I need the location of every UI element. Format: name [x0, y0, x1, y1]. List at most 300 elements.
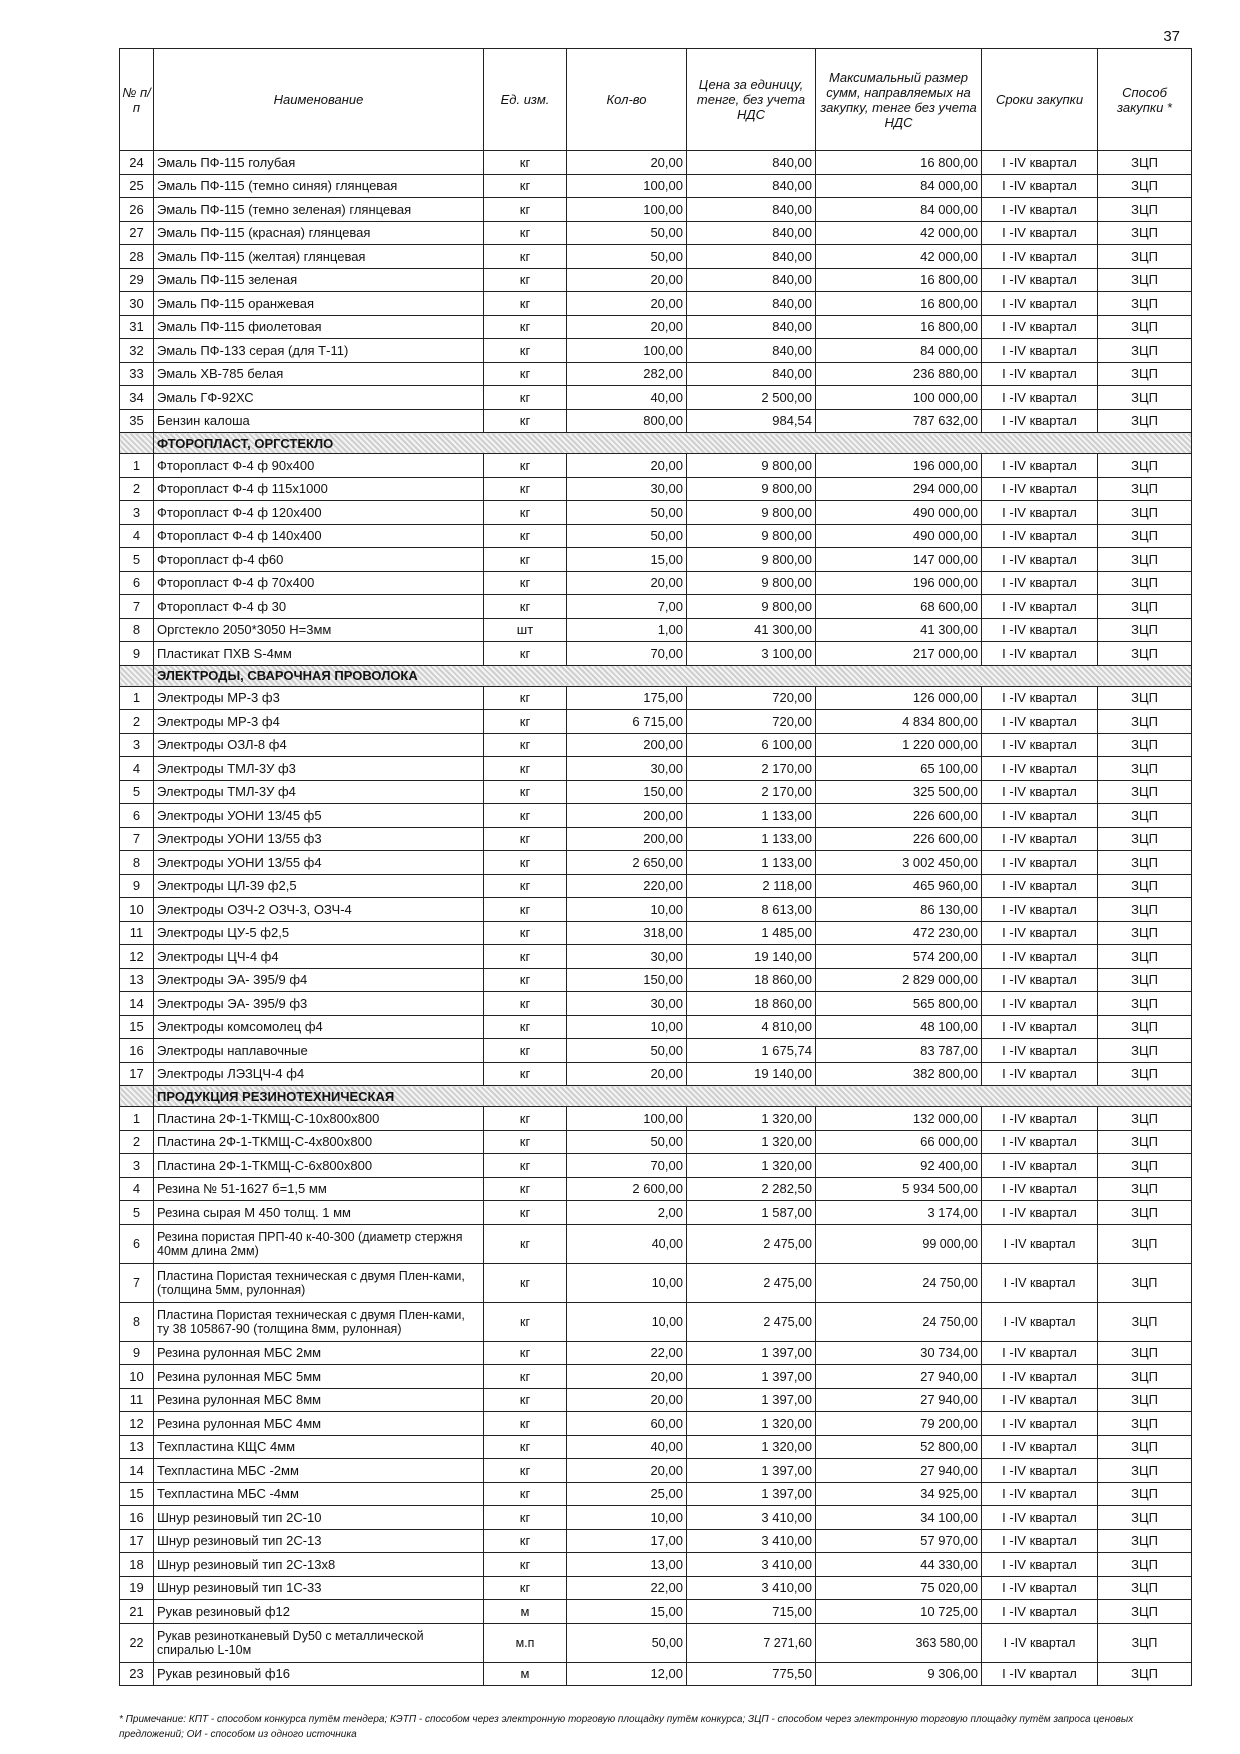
row-sum: 44 330,00 [816, 1553, 982, 1577]
row-method: ЗЦП [1098, 757, 1192, 781]
row-name: Пластина 2Ф-1-ТКМЩ-С-4х800х800 [154, 1130, 484, 1154]
row-price: 720,00 [687, 686, 816, 710]
row-unit: м.п [484, 1623, 567, 1662]
row-unit: кг [484, 945, 567, 969]
row-price: 1 133,00 [687, 804, 816, 828]
row-sum: 41 300,00 [816, 618, 982, 642]
row-num: 24 [120, 151, 154, 175]
row-term: I -IV квартал [982, 501, 1098, 525]
row-term: I -IV квартал [982, 1107, 1098, 1131]
row-term: I -IV квартал [982, 1130, 1098, 1154]
row-method: ЗЦП [1098, 1553, 1192, 1577]
row-unit: м [484, 1600, 567, 1624]
row-num: 8 [120, 1302, 154, 1341]
table-row [120, 268, 1192, 292]
table-row [120, 1459, 1192, 1483]
table-row [120, 1015, 1192, 1039]
row-name: Шнур резиновый тип 2С-13 [154, 1529, 484, 1553]
row-unit: кг [484, 174, 567, 198]
table-row [120, 1662, 1192, 1686]
table-row [120, 1388, 1192, 1412]
row-method: ЗЦП [1098, 968, 1192, 992]
row-unit: кг [484, 1482, 567, 1506]
row-term: I -IV квартал [982, 151, 1098, 175]
row-term: I -IV квартал [982, 1412, 1098, 1436]
row-qty: 22,00 [567, 1341, 687, 1365]
row-unit: кг [484, 804, 567, 828]
row-qty: 200,00 [567, 827, 687, 851]
row-price: 1 320,00 [687, 1435, 816, 1459]
row-unit: кг [484, 1506, 567, 1530]
row-term: I -IV квартал [982, 1482, 1098, 1506]
row-method: ЗЦП [1098, 945, 1192, 969]
row-qty: 17,00 [567, 1529, 687, 1553]
row-method: ЗЦП [1098, 221, 1192, 245]
row-sum: 99 000,00 [816, 1224, 982, 1263]
row-unit: кг [484, 268, 567, 292]
row-term: I -IV квартал [982, 1177, 1098, 1201]
row-num: 5 [120, 780, 154, 804]
row-term: I -IV квартал [982, 827, 1098, 851]
table-row [120, 1506, 1192, 1530]
row-price: 2 170,00 [687, 780, 816, 804]
table-row [120, 804, 1192, 828]
row-unit: кг [484, 1302, 567, 1341]
row-name: Эмаль ПФ-115 голубая [154, 151, 484, 175]
row-price: 840,00 [687, 221, 816, 245]
row-unit: кг [484, 851, 567, 875]
row-unit: кг [484, 827, 567, 851]
row-num: 1 [120, 454, 154, 478]
row-sum: 3 174,00 [816, 1201, 982, 1225]
row-price: 1 397,00 [687, 1459, 816, 1483]
table-row [120, 339, 1192, 363]
row-price: 9 800,00 [687, 501, 816, 525]
row-name: Электроды ЦЛ-39 ф2,5 [154, 874, 484, 898]
row-term: I -IV квартал [982, 1154, 1098, 1178]
row-unit: кг [484, 1576, 567, 1600]
row-num: 8 [120, 618, 154, 642]
row-qty: 20,00 [567, 1062, 687, 1086]
table-row [120, 1177, 1192, 1201]
row-method: ЗЦП [1098, 1506, 1192, 1530]
header-unit: Ед. изм. [484, 49, 567, 151]
row-sum: 75 020,00 [816, 1576, 982, 1600]
row-num: 15 [120, 1482, 154, 1506]
row-num: 31 [120, 315, 154, 339]
row-price: 840,00 [687, 198, 816, 222]
row-price: 840,00 [687, 315, 816, 339]
header-qty: Кол-во [567, 49, 687, 151]
table-row [120, 1576, 1192, 1600]
row-unit: кг [484, 1015, 567, 1039]
row-qty: 40,00 [567, 386, 687, 410]
header-method: Способ закупки * [1098, 49, 1192, 151]
row-price: 18 860,00 [687, 992, 816, 1016]
table-row [120, 968, 1192, 992]
row-price: 1 587,00 [687, 1201, 816, 1225]
row-qty: 2,00 [567, 1201, 687, 1225]
row-method: ЗЦП [1098, 524, 1192, 548]
row-term: I -IV квартал [982, 174, 1098, 198]
row-num: 9 [120, 1341, 154, 1365]
row-method: ЗЦП [1098, 339, 1192, 363]
row-num: 2 [120, 477, 154, 501]
row-sum: 27 940,00 [816, 1388, 982, 1412]
row-term: I -IV квартал [982, 524, 1098, 548]
row-unit: кг [484, 198, 567, 222]
row-term: I -IV квартал [982, 1039, 1098, 1063]
row-method: ЗЦП [1098, 1412, 1192, 1436]
row-name: Пластина 2Ф-1-ТКМЩ-С-6х800х800 [154, 1154, 484, 1178]
table-row [120, 1263, 1192, 1302]
table-row [120, 1107, 1192, 1131]
row-price: 840,00 [687, 339, 816, 363]
row-qty: 30,00 [567, 992, 687, 1016]
row-term: I -IV квартал [982, 1529, 1098, 1553]
row-term: I -IV квартал [982, 1506, 1098, 1530]
row-num: 10 [120, 1365, 154, 1389]
row-name: Фторопласт Ф-4 ф 70х400 [154, 571, 484, 595]
row-method: ЗЦП [1098, 362, 1192, 386]
row-price: 1 397,00 [687, 1341, 816, 1365]
row-sum: 34 925,00 [816, 1482, 982, 1506]
row-qty: 70,00 [567, 1154, 687, 1178]
row-sum: 3 002 450,00 [816, 851, 982, 875]
procurement-table [119, 48, 1192, 1686]
row-unit: кг [484, 1365, 567, 1389]
row-name: Электроды ЛЭЗЦЧ-4 ф4 [154, 1062, 484, 1086]
row-qty: 175,00 [567, 686, 687, 710]
row-price: 840,00 [687, 292, 816, 316]
table-row [120, 1201, 1192, 1225]
header-name: Наименование [154, 49, 484, 151]
row-name: Фторопласт Ф-4 ф 30 [154, 595, 484, 619]
row-sum: 48 100,00 [816, 1015, 982, 1039]
row-name: Рукав резиновый ф16 [154, 1662, 484, 1686]
table-row [120, 386, 1192, 410]
row-price: 840,00 [687, 268, 816, 292]
row-name: Эмаль ПФ-115 оранжевая [154, 292, 484, 316]
row-sum: 787 632,00 [816, 409, 982, 433]
row-method: ЗЦП [1098, 992, 1192, 1016]
row-name: Оргстекло 2050*3050 Н=3мм [154, 618, 484, 642]
row-price: 1 397,00 [687, 1482, 816, 1506]
row-num: 32 [120, 339, 154, 363]
section-title: ЭЛЕКТРОДЫ, СВАРОЧНАЯ ПРОВОЛОКА [154, 665, 1192, 686]
row-unit: кг [484, 1107, 567, 1131]
row-sum: 1 220 000,00 [816, 733, 982, 757]
row-qty: 150,00 [567, 780, 687, 804]
row-price: 3 410,00 [687, 1553, 816, 1577]
row-unit: шт [484, 618, 567, 642]
row-num: 3 [120, 1154, 154, 1178]
row-num: 18 [120, 1553, 154, 1577]
row-qty: 100,00 [567, 1107, 687, 1131]
row-num: 27 [120, 221, 154, 245]
table-row [120, 945, 1192, 969]
row-unit: кг [484, 571, 567, 595]
row-unit: кг [484, 921, 567, 945]
row-sum: 84 000,00 [816, 339, 982, 363]
row-num: 6 [120, 1224, 154, 1263]
row-term: I -IV квартал [982, 710, 1098, 734]
row-unit: кг [484, 710, 567, 734]
row-price: 7 271,60 [687, 1623, 816, 1662]
row-price: 984,54 [687, 409, 816, 433]
table-row [120, 571, 1192, 595]
row-price: 1 397,00 [687, 1388, 816, 1412]
row-sum: 226 600,00 [816, 827, 982, 851]
section-header-row [120, 665, 1192, 686]
table-row [120, 1302, 1192, 1341]
header-max-sum: Максимальный размер сумм, направляемых на закупку, тенге без учета НДС [816, 49, 982, 151]
row-price: 9 800,00 [687, 524, 816, 548]
row-term: I -IV квартал [982, 571, 1098, 595]
row-name: Эмаль ПФ-133 серая (для Т-11) [154, 339, 484, 363]
row-method: ЗЦП [1098, 245, 1192, 269]
row-unit: кг [484, 1459, 567, 1483]
row-name: Электроды ТМЛ-3У ф4 [154, 780, 484, 804]
row-qty: 30,00 [567, 757, 687, 781]
row-method: ЗЦП [1098, 548, 1192, 572]
table-row [120, 1482, 1192, 1506]
row-method: ЗЦП [1098, 595, 1192, 619]
row-num: 2 [120, 1130, 154, 1154]
row-unit: кг [484, 548, 567, 572]
row-unit: кг [484, 1201, 567, 1225]
row-unit: кг [484, 501, 567, 525]
row-qty: 25,00 [567, 1482, 687, 1506]
row-name: Резина рулонная МБС 5мм [154, 1365, 484, 1389]
row-sum: 66 000,00 [816, 1130, 982, 1154]
row-num: 2 [120, 710, 154, 734]
row-name: Фторопласт Ф-4 ф 140х400 [154, 524, 484, 548]
row-unit: кг [484, 245, 567, 269]
row-qty: 20,00 [567, 1365, 687, 1389]
row-sum: 132 000,00 [816, 1107, 982, 1131]
row-name: Электроды УОНИ 13/55 ф4 [154, 851, 484, 875]
row-method: ЗЦП [1098, 898, 1192, 922]
row-num: 7 [120, 827, 154, 851]
row-method: ЗЦП [1098, 1435, 1192, 1459]
row-sum: 196 000,00 [816, 571, 982, 595]
header-term: Сроки закупки [982, 49, 1098, 151]
row-method: ЗЦП [1098, 1662, 1192, 1686]
row-term: I -IV квартал [982, 245, 1098, 269]
row-term: I -IV квартал [982, 1365, 1098, 1389]
row-unit: кг [484, 292, 567, 316]
row-term: I -IV квартал [982, 1435, 1098, 1459]
row-price: 2 118,00 [687, 874, 816, 898]
row-method: ЗЦП [1098, 1263, 1192, 1302]
row-price: 840,00 [687, 245, 816, 269]
row-price: 19 140,00 [687, 945, 816, 969]
row-sum: 16 800,00 [816, 268, 982, 292]
row-name: Эмаль ХВ-785 белая [154, 362, 484, 386]
row-sum: 226 600,00 [816, 804, 982, 828]
row-name: Электроды УОНИ 13/45 ф5 [154, 804, 484, 828]
row-name: Электроды ЦЧ-4 ф4 [154, 945, 484, 969]
row-price: 9 800,00 [687, 571, 816, 595]
row-name: Электроды наплавочные [154, 1039, 484, 1063]
row-method: ЗЦП [1098, 1388, 1192, 1412]
row-name: Эмаль ПФ-115 (красная) глянцевая [154, 221, 484, 245]
row-term: I -IV квартал [982, 1459, 1098, 1483]
row-sum: 217 000,00 [816, 642, 982, 666]
row-unit: кг [484, 315, 567, 339]
row-qty: 200,00 [567, 733, 687, 757]
row-term: I -IV квартал [982, 362, 1098, 386]
page-number: 37 [1163, 28, 1180, 45]
row-num: 7 [120, 1263, 154, 1302]
table-row [120, 1039, 1192, 1063]
row-num: 9 [120, 874, 154, 898]
table-header-row [120, 49, 1192, 151]
row-qty: 30,00 [567, 477, 687, 501]
row-sum: 2 829 000,00 [816, 968, 982, 992]
row-method: ЗЦП [1098, 686, 1192, 710]
row-num: 28 [120, 245, 154, 269]
row-method: ЗЦП [1098, 1107, 1192, 1131]
row-qty: 150,00 [567, 968, 687, 992]
row-term: I -IV квартал [982, 221, 1098, 245]
row-num: 23 [120, 1662, 154, 1686]
row-term: I -IV квартал [982, 618, 1098, 642]
row-num: 13 [120, 1435, 154, 1459]
row-name: Электроды комсомолец ф4 [154, 1015, 484, 1039]
row-qty: 22,00 [567, 1576, 687, 1600]
row-qty: 6 715,00 [567, 710, 687, 734]
row-sum: 465 960,00 [816, 874, 982, 898]
row-sum: 79 200,00 [816, 1412, 982, 1436]
table-body [120, 151, 1192, 1686]
row-num: 9 [120, 642, 154, 666]
row-sum: 27 940,00 [816, 1459, 982, 1483]
row-name: Резина сырая М 450 толщ. 1 мм [154, 1201, 484, 1225]
table-row [120, 1130, 1192, 1154]
row-sum: 9 306,00 [816, 1662, 982, 1686]
row-term: I -IV квартал [982, 386, 1098, 410]
row-price: 715,00 [687, 1600, 816, 1624]
table-row [120, 1600, 1192, 1624]
table-row [120, 1062, 1192, 1086]
row-name: Электроды ЭА- 395/9 ф4 [154, 968, 484, 992]
row-qty: 20,00 [567, 571, 687, 595]
row-method: ЗЦП [1098, 1154, 1192, 1178]
row-name: Эмаль ГФ-92ХС [154, 386, 484, 410]
row-name: Эмаль ПФ-115 фиолетовая [154, 315, 484, 339]
row-sum: 92 400,00 [816, 1154, 982, 1178]
row-num: 11 [120, 921, 154, 945]
row-method: ЗЦП [1098, 1576, 1192, 1600]
row-unit: кг [484, 454, 567, 478]
row-qty: 60,00 [567, 1412, 687, 1436]
row-price: 1 320,00 [687, 1130, 816, 1154]
row-sum: 16 800,00 [816, 292, 982, 316]
row-sum: 325 500,00 [816, 780, 982, 804]
row-term: I -IV квартал [982, 477, 1098, 501]
row-qty: 15,00 [567, 1600, 687, 1624]
row-method: ЗЦП [1098, 501, 1192, 525]
row-sum: 490 000,00 [816, 524, 982, 548]
row-name: Резина рулонная МБС 2мм [154, 1341, 484, 1365]
row-name: Электроды ОЗЧ-2 ОЗЧ-3, ОЗЧ-4 [154, 898, 484, 922]
row-method: ЗЦП [1098, 454, 1192, 478]
row-method: ЗЦП [1098, 477, 1192, 501]
row-unit: кг [484, 1154, 567, 1178]
row-name: Резина пористая ПРП-40 к-40-300 (диаметр стержня 40мм длина 2мм) [154, 1224, 484, 1263]
row-name: Пластина Пористая техническая с двумя Плен-ками, (толщина 5мм, рулонная) [154, 1263, 484, 1302]
row-qty: 20,00 [567, 151, 687, 175]
row-term: I -IV квартал [982, 1062, 1098, 1086]
row-qty: 20,00 [567, 268, 687, 292]
row-num: 4 [120, 757, 154, 781]
row-price: 3 100,00 [687, 642, 816, 666]
header-price: Цена за единицу, тенге, без учета НДС [687, 49, 816, 151]
footnote: * Примечание: КПТ - способом конкурса путём тендера; КЭТП - способом через электронную торговую площадку путём конкурса; ЗЦП - способом через электронную торговую площадку путём запроса ценовых предложений; ОИ - способом из одного источника [119, 1714, 1134, 1740]
row-unit: кг [484, 874, 567, 898]
row-name: Электроды ТМЛ-3У ф3 [154, 757, 484, 781]
row-sum: 363 580,00 [816, 1623, 982, 1662]
row-num: 1 [120, 1107, 154, 1131]
row-unit: кг [484, 642, 567, 666]
row-term: I -IV квартал [982, 315, 1098, 339]
row-price: 2 475,00 [687, 1224, 816, 1263]
row-price: 9 800,00 [687, 595, 816, 619]
row-price: 3 410,00 [687, 1506, 816, 1530]
row-sum: 472 230,00 [816, 921, 982, 945]
row-price: 2 475,00 [687, 1263, 816, 1302]
row-qty: 40,00 [567, 1435, 687, 1459]
row-qty: 100,00 [567, 339, 687, 363]
row-qty: 70,00 [567, 642, 687, 666]
row-name: Техпластина МБС -2мм [154, 1459, 484, 1483]
row-unit: кг [484, 1341, 567, 1365]
row-num: 26 [120, 198, 154, 222]
row-num: 19 [120, 1576, 154, 1600]
row-price: 1 320,00 [687, 1412, 816, 1436]
row-price: 2 500,00 [687, 386, 816, 410]
row-method: ЗЦП [1098, 1062, 1192, 1086]
row-term: I -IV квартал [982, 804, 1098, 828]
table-row [120, 1224, 1192, 1263]
table-row [120, 710, 1192, 734]
row-unit: кг [484, 1529, 567, 1553]
table-row [120, 1553, 1192, 1577]
row-term: I -IV квартал [982, 292, 1098, 316]
row-qty: 10,00 [567, 1263, 687, 1302]
row-method: ЗЦП [1098, 198, 1192, 222]
row-sum: 382 800,00 [816, 1062, 982, 1086]
row-price: 2 170,00 [687, 757, 816, 781]
row-term: I -IV квартал [982, 1015, 1098, 1039]
row-price: 3 410,00 [687, 1576, 816, 1600]
table-row [120, 1623, 1192, 1662]
row-term: I -IV квартал [982, 1553, 1098, 1577]
row-term: I -IV квартал [982, 1623, 1098, 1662]
row-qty: 100,00 [567, 198, 687, 222]
row-sum: 10 725,00 [816, 1600, 982, 1624]
row-term: I -IV квартал [982, 898, 1098, 922]
row-sum: 52 800,00 [816, 1435, 982, 1459]
row-sum: 16 800,00 [816, 315, 982, 339]
row-term: I -IV квартал [982, 548, 1098, 572]
row-unit: кг [484, 686, 567, 710]
row-name: Фторопласт Ф-4 ф 115х1000 [154, 477, 484, 501]
row-sum: 34 100,00 [816, 1506, 982, 1530]
table-row [120, 409, 1192, 433]
